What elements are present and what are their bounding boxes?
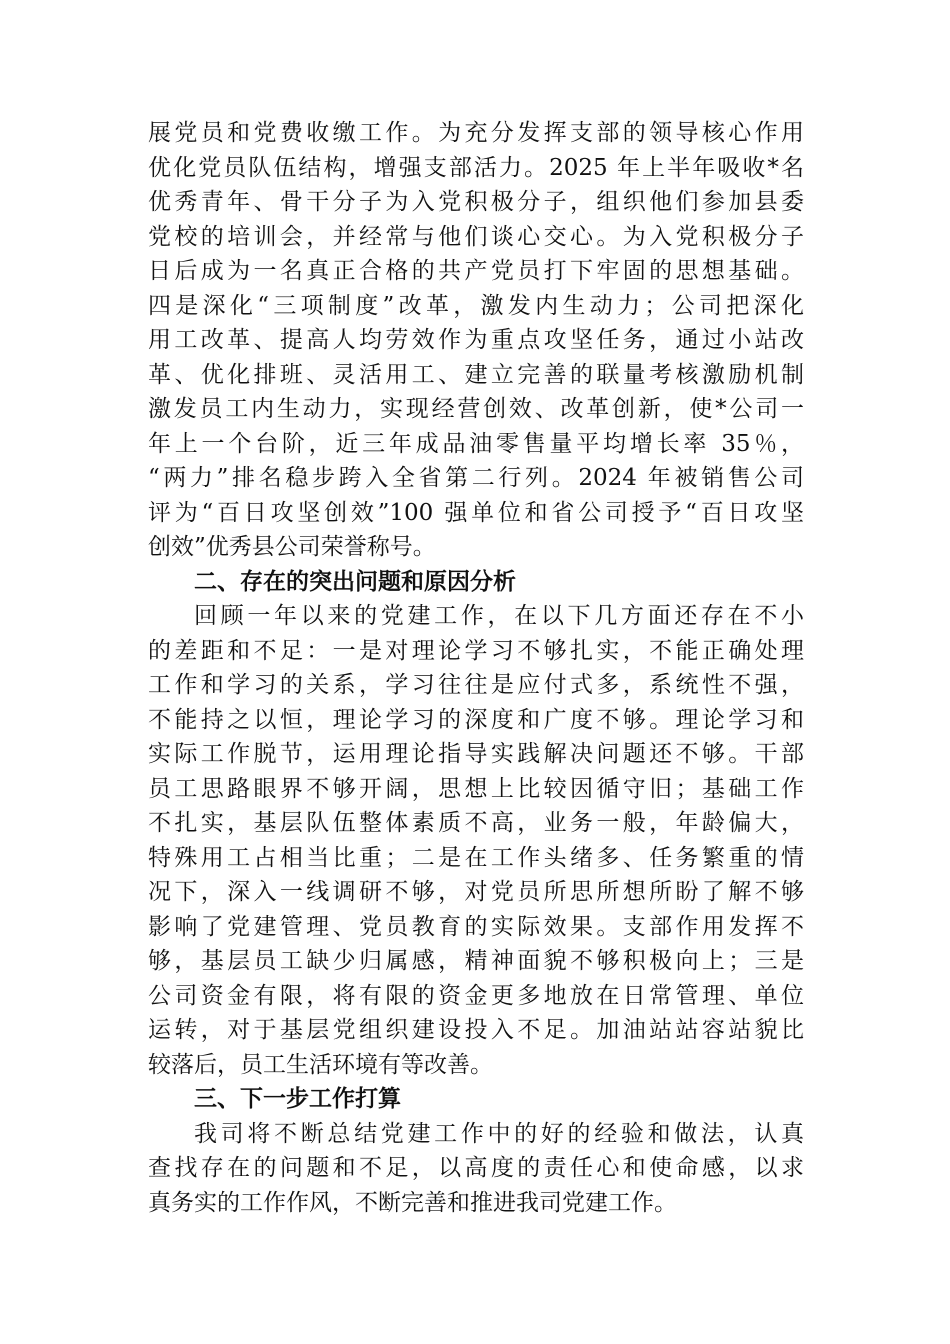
text-line: 真务实的工作作风，不断完善和推进我司党建工作。 [148,1189,677,1216]
text-line: 回顾一年以来的党建工作，在以下几方面还存在不小 [194,603,804,629]
paragraph-achievements [148,116,804,565]
text-line: 评为“百日攻坚创效”100 强单位和省公司授予“百日攻坚 [148,499,804,526]
text-line: 四是深化“三项制度”改革，激发内生动力；公司把深化 [148,292,804,319]
text-line: 不能持之以恒，理论学习的深度和广度不够。理论学习和 [148,706,804,733]
text-line: 党校的培训会，并经常与他们谈心交心。为入党积极分子 [148,223,804,250]
text-line: 创效”优秀县公司荣誉称号。 [148,534,436,560]
text-line: 运转，对于基层党组织建设投入不足。加油站站容站貌比 [148,1017,804,1043]
text-line: “两力”排名稳步跨入全省第二行列。2024 年被销售公司 [148,465,804,491]
text-line: 年上一个台阶，近三年成品油零售量平均增长率 35％， [148,430,804,457]
text-line: 革、优化排班、灵活用工、建立完善的联量考核激励机制 [148,361,804,388]
text-line: 优化党员队伍结构，增强支部活力。2025 年上半年吸收*名 [148,154,804,181]
section-heading-next-steps: 三、下一步工作打算 [194,1086,401,1112]
text-line: 况下，深入一线调研不够，对党员所思所想所盼了解不够 [148,879,804,905]
text-line: 影响了党建管理、党员教育的实际效果。支部作用发挥不 [148,913,804,940]
text-line: 查找存在的问题和不足，以高度的责任心和使命感，以求 [148,1155,804,1181]
text-line: 公司资金有限，将有限的资金更多地放在日常管理、单位 [148,982,804,1009]
text-line: 我司将不断总结党建工作中的好的经验和做法，认真 [194,1120,804,1147]
text-line: 不扎实，基层队伍整体素质不高，业务一般，年龄偏大， [148,810,804,836]
text-line: 激发员工内生动力，实现经营创效、改革创新，使*公司一 [148,396,804,422]
document-body [148,116,804,1220]
text-line: 优秀青年、骨干分子为入党积极分子，组织他们参加县委 [148,189,804,215]
text-line: 工作和学习的关系，学习往往是应付式多，系统性不强， [148,672,804,698]
text-line: 够，基层员工缺少归属感，精神面貌不够积极向上；三是 [148,948,804,974]
text-line: 的差距和不足：一是对理论学习不够扎实，不能正确处理 [148,637,804,664]
paragraph-next-steps [148,1117,804,1221]
text-line: 实际工作脱节，运用理论指导实践解决问题还不够。干部 [148,741,804,767]
section-heading-problems: 二、存在的突出问题和原因分析 [194,568,516,595]
text-line: 员工思路眼界不够开阔，思想上比较因循守旧；基础工作 [148,775,804,802]
text-line: 日后成为一名真正合格的共产党员打下牢固的思想基础。 [148,258,804,284]
text-line: 特殊用工占相当比重；二是在工作头绪多、任务繁重的情 [148,844,804,871]
text-line: 展党员和党费收缴工作。为充分发挥支部的领导核心作用 [148,120,804,146]
paragraph-problems [148,599,804,1082]
text-line: 较落后，员工生活环境有等改善。 [148,1051,493,1078]
text-line: 用工改革、提高人均劳效作为重点攻坚任务，通过小站改 [148,327,804,353]
